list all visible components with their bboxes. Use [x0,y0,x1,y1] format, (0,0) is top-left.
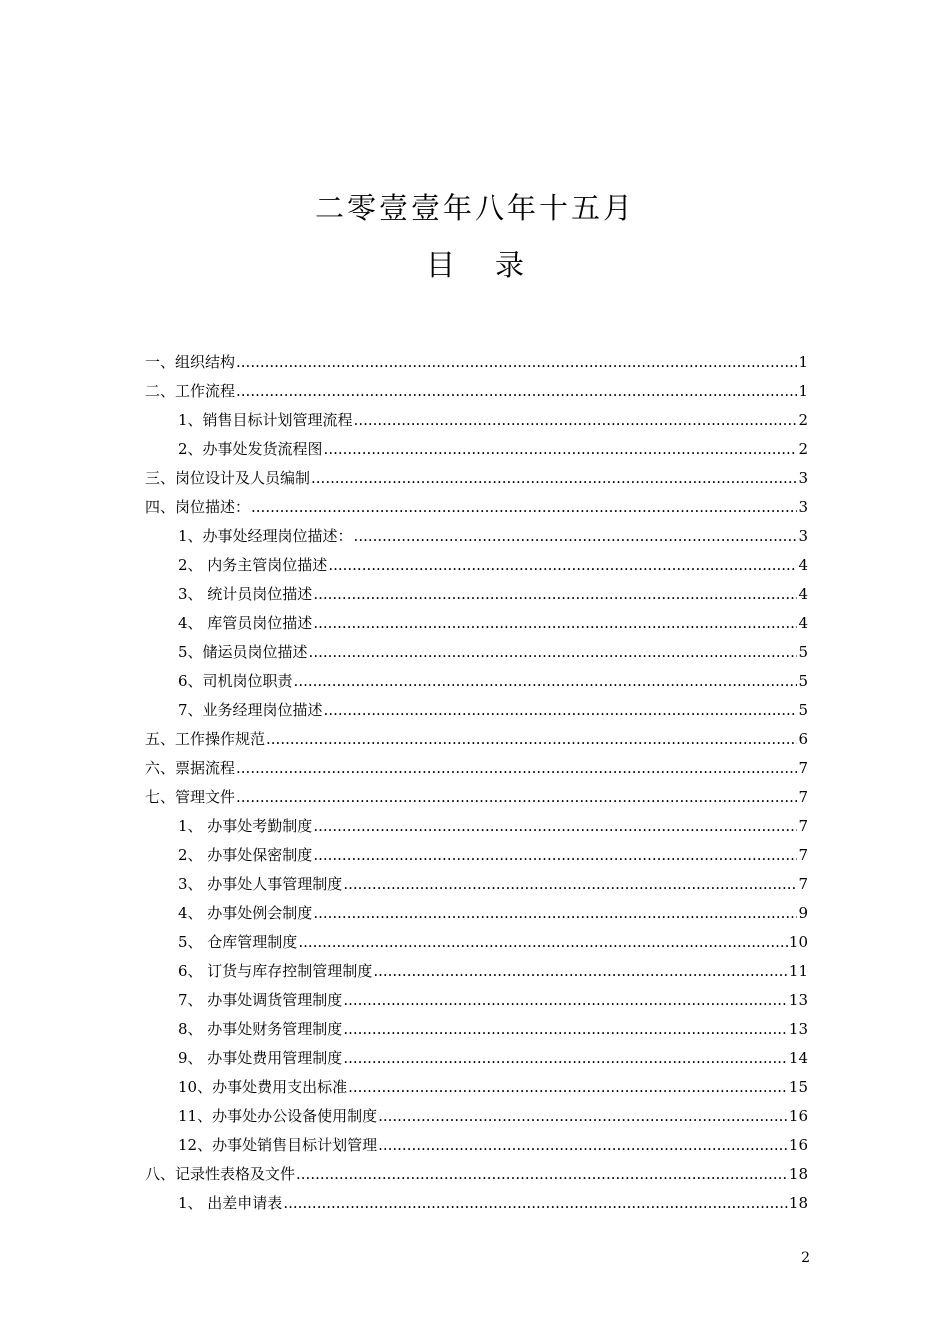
toc-entry-page: 6 [798,730,808,748]
toc-leader [343,986,788,1015]
toc-entry-text: 7、业务经理岗位描述 [178,701,323,719]
toc-leader [313,841,797,870]
toc-entry[interactable] [145,1131,808,1160]
toc-entry-text: 七、管理文件 [145,788,236,806]
toc-entry[interactable] [145,551,808,580]
toc-leader [343,1044,788,1073]
toc-leader [313,812,797,841]
toc-entry-text: 6、 订货与库存控制管理制度 [178,962,373,980]
toc-leader [324,435,798,464]
toc-entry-page: 7 [798,788,808,806]
toc-entry-text: 1、销售目标计划管理流程 [178,411,353,429]
toc-title-left-char: 目 [425,248,455,282]
toc-entry-text: 5、 仓库管理制度 [178,933,298,951]
toc-entry-page: 13 [788,991,808,1009]
toc-leader [236,377,797,406]
toc-entry-text: 5、储运员岗位描述 [178,643,308,661]
page-number: 2 [801,1250,810,1266]
toc-entry-page: 4 [798,614,808,632]
date-heading: 二零壹壹年八年十五月 [314,191,635,225]
toc-entry-page: 16 [788,1136,808,1154]
toc-entry-page: 10 [788,933,808,951]
toc-entry-page: 18 [788,1194,808,1212]
toc-entry-page: 3 [798,469,808,487]
toc-entry-page: 2 [798,440,808,458]
toc-entry-text: 一、组织结构 [145,353,236,371]
toc-entry-text: 八、记录性表格及文件 [145,1165,296,1183]
toc-entry-page: 7 [798,759,808,777]
toc-leader [311,464,797,493]
toc-leader [378,1102,788,1131]
toc-entry-page: 7 [798,846,808,864]
toc-entry-page: 3 [798,527,808,545]
toc-entry-page: 14 [788,1049,808,1067]
toc-entry[interactable] [145,435,808,464]
toc-leader [313,580,797,609]
toc-leader [309,638,798,667]
toc-entry-text: 1、 办事处考勤制度 [178,817,313,835]
toc-entry-text: 7、 办事处调货管理制度 [178,991,343,1009]
toc-leader [296,1160,788,1189]
toc-entry-page: 18 [788,1165,808,1183]
toc-leader [313,899,797,928]
toc-entry[interactable] [145,406,808,435]
toc-entry-page: 4 [798,585,808,603]
toc-entry-text: 8、 办事处财务管理制度 [178,1020,343,1038]
toc-leader [354,406,798,435]
toc-entry[interactable] [145,696,808,725]
toc-entry[interactable] [145,870,808,899]
toc-entry-page: 16 [788,1107,808,1125]
toc-entry-page: 7 [798,817,808,835]
toc-entry-page: 9 [798,904,808,922]
toc-leader [373,957,788,986]
toc-entry-text: 1、办事处经理岗位描述： [178,527,353,545]
toc-entry[interactable] [145,1015,808,1044]
toc-entry-page: 7 [798,875,808,893]
toc-entry-text: 3、 办事处人事管理制度 [178,875,343,893]
toc-leader [343,1015,788,1044]
toc-entry[interactable] [145,580,808,609]
toc-title [0,245,950,285]
toc-leader [328,551,797,580]
toc-entry-text: 6、司机岗位职责 [178,672,293,690]
toc-entry[interactable] [145,1044,808,1073]
toc-leader [378,1131,788,1160]
toc-entry[interactable] [145,928,808,957]
toc-entry[interactable] [145,522,808,551]
toc-entry-page: 3 [798,498,808,516]
toc-entry[interactable] [145,493,808,522]
toc-entry[interactable] [145,899,808,928]
toc-entry[interactable] [145,638,808,667]
toc-entry-text: 三、岗位设计及人员编制 [145,469,311,487]
toc-entry-text: 3、 统计员岗位描述 [178,585,313,603]
toc-entry[interactable] [145,1102,808,1131]
toc-entry-text: 12、办事处销售目标计划管理 [178,1136,378,1154]
toc-leader [283,1189,788,1218]
toc-entry-page: 13 [788,1020,808,1038]
toc-entry[interactable] [145,841,808,870]
toc-entry[interactable] [145,986,808,1015]
toc-title-right-char: 录 [495,248,525,282]
toc-entry-text: 二、工作流程 [145,382,236,400]
toc-entry-text: 2、 内务主管岗位描述 [178,556,328,574]
toc-leader [348,1073,788,1102]
toc-entry[interactable] [145,1189,808,1218]
toc-entry[interactable] [145,1160,808,1189]
toc-leader [294,667,798,696]
toc-entry-page: 5 [798,643,808,661]
toc-entry[interactable] [145,667,808,696]
toc-entry-text: 4、 办事处例会制度 [178,904,313,922]
toc-entry-text: 六、票据流程 [145,759,236,777]
toc-leader [251,493,797,522]
toc-entry[interactable] [145,725,808,754]
toc-entry-page: 4 [798,556,808,574]
toc-entry-page: 1 [798,353,808,371]
toc-entry-text: 四、岗位描述： [145,498,251,516]
toc-leader [236,754,797,783]
toc-entry[interactable] [145,1073,808,1102]
toc-entry-text: 1、 出差申请表 [178,1194,283,1212]
toc-leader [236,348,797,377]
toc-leader [343,870,797,899]
toc-entry[interactable] [145,348,808,377]
toc-entry-text: 2、 办事处保密制度 [178,846,313,864]
toc-entry[interactable] [145,812,808,841]
toc-entry[interactable] [145,783,808,812]
toc-entry-text: 五、工作操作规范 [145,730,266,748]
toc-entry-page: 15 [788,1078,808,1096]
toc-leader [298,928,788,957]
toc-entry-page: 2 [798,411,808,429]
toc-entry-text: 9、 办事处费用管理制度 [178,1049,343,1067]
toc-leader [324,696,798,725]
toc-entry[interactable] [145,957,808,986]
toc-entry-page: 1 [798,382,808,400]
toc-entry[interactable] [145,464,808,493]
toc-leader [236,783,797,812]
toc-entry-text: 11、办事处办公设备使用制度 [178,1107,378,1125]
toc-entry[interactable] [145,377,808,406]
toc-leader [313,609,797,638]
toc-entry-page: 11 [788,962,808,980]
table-of-contents [145,348,808,1218]
toc-leader [266,725,797,754]
toc-entry[interactable] [145,609,808,638]
toc-entry-text: 2、办事处发货流程图 [178,440,323,458]
toc-entry-page: 5 [798,701,808,719]
toc-entry-text: 4、 库管员岗位描述 [178,614,313,632]
toc-entry-page: 5 [798,672,808,690]
toc-entry[interactable] [145,754,808,783]
toc-entry-text: 10、办事处费用支出标准 [178,1078,348,1096]
toc-leader [354,522,798,551]
